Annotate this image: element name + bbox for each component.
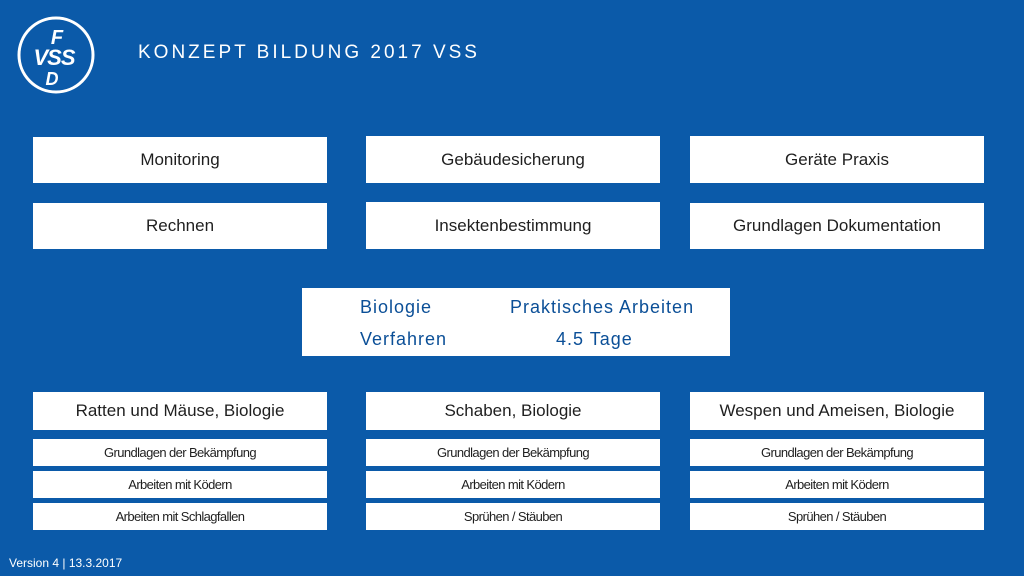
module-item: Arbeiten mit Ködern	[33, 471, 327, 498]
module-title-ratten: Ratten und Mäuse, Biologie	[33, 392, 327, 430]
topic-geraete-praxis: Geräte Praxis	[690, 136, 984, 183]
version-footer: Version 4 | 13.3.2017	[9, 556, 123, 570]
topic-grundlagen-dokumentation: Grundlagen Dokumentation	[690, 203, 984, 249]
module-item: Arbeiten mit Schlagfallen	[33, 503, 327, 530]
module-item: Arbeiten mit Ködern	[366, 471, 660, 498]
summary-biologie: Biologie	[360, 297, 433, 317]
summary-praktisches-arbeiten: Praktisches Arbeiten	[510, 297, 695, 317]
topic-insektenbestimmung: Insektenbestimmung	[366, 202, 660, 249]
vssd-logo	[16, 15, 96, 95]
module-item: Grundlagen der Bekämpfung	[33, 439, 327, 466]
topic-gebaeudesicherung: Gebäudesicherung	[366, 136, 660, 183]
module-title-schaben: Schaben, Biologie	[366, 392, 660, 430]
module-title-wespen: Wespen und Ameisen, Biologie	[690, 392, 984, 430]
page-title: KONZEPT BILDUNG 2017 VSS	[138, 42, 480, 63]
module-item: Sprühen / Stäuben	[366, 503, 660, 530]
svg-text:D: D	[45, 69, 59, 89]
module-item: Arbeiten mit Ködern	[690, 471, 984, 498]
summary-verfahren: Verfahren	[360, 329, 448, 349]
module-item: Sprühen / Stäuben	[690, 503, 984, 530]
topic-rechnen: Rechnen	[33, 203, 327, 249]
module-item: Grundlagen der Bekämpfung	[366, 439, 660, 466]
topic-monitoring: Monitoring	[33, 137, 327, 183]
summary-duration: 4.5 Tage	[556, 329, 633, 349]
module-item: Grundlagen der Bekämpfung	[690, 439, 984, 466]
svg-text:F: F	[50, 27, 64, 49]
svg-text:VSS: VSS	[33, 45, 75, 70]
course-summary-box	[302, 288, 730, 356]
